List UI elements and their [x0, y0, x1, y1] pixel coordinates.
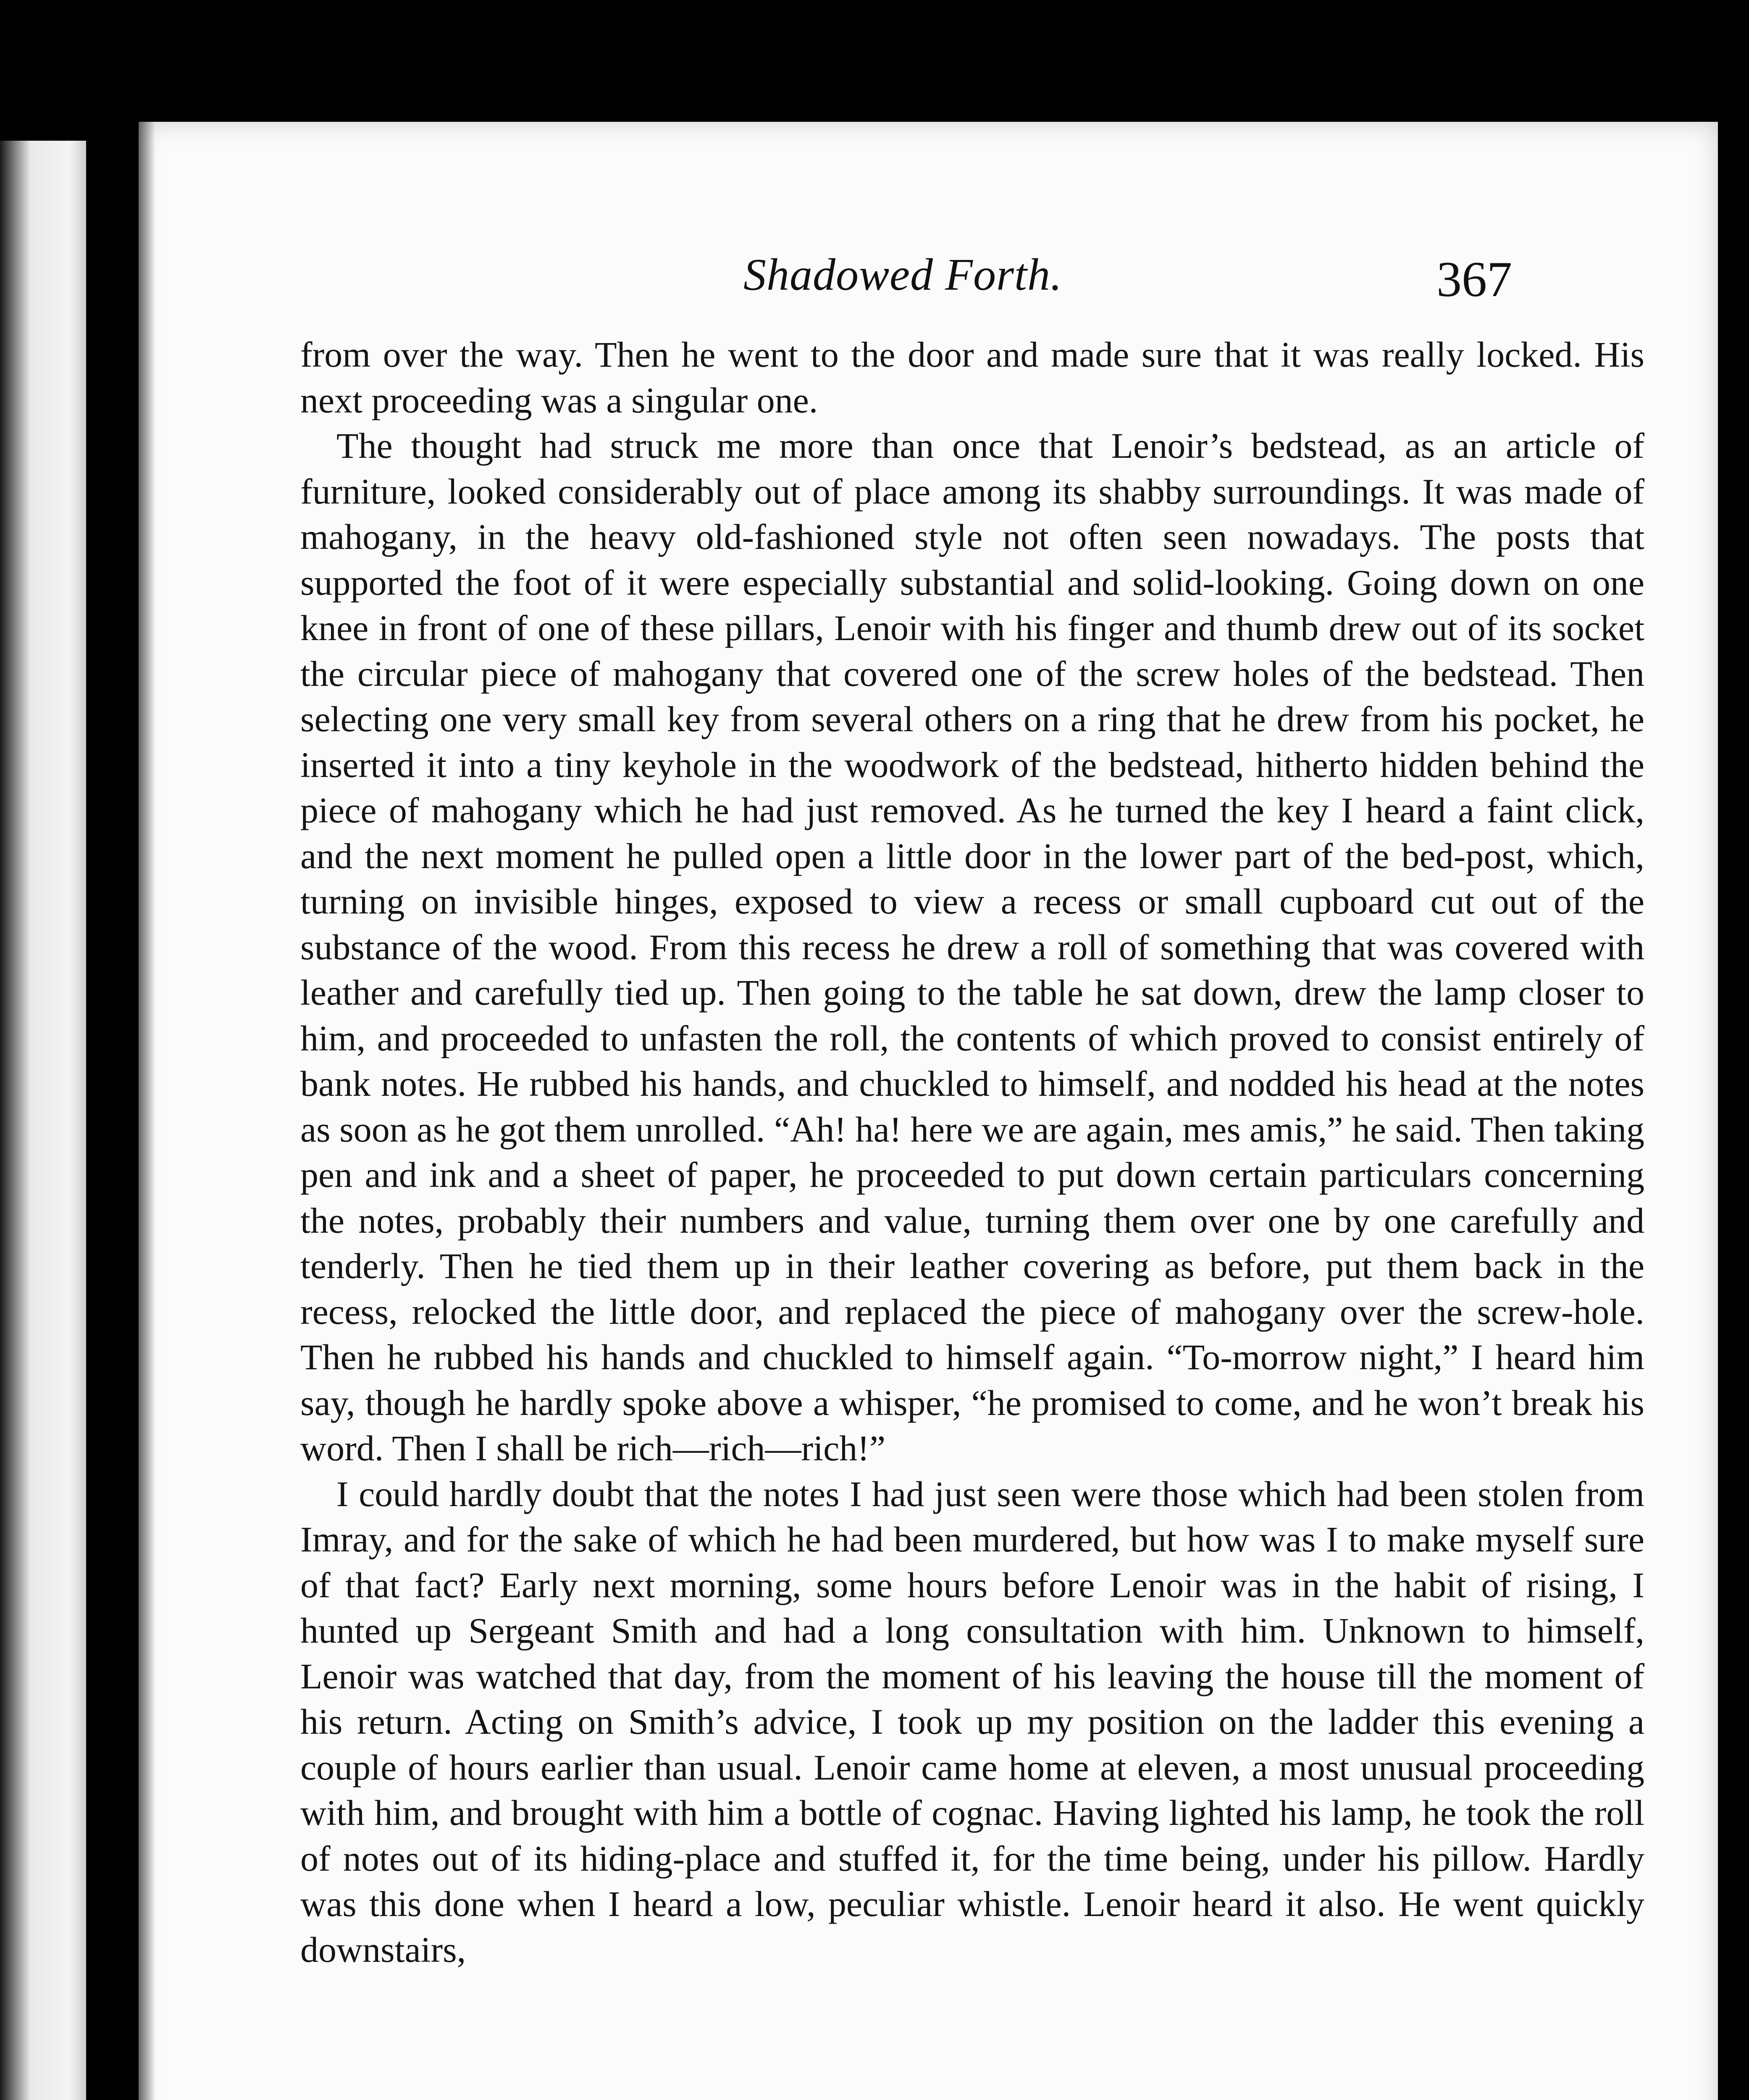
running-head [139, 244, 1718, 307]
book-page [139, 122, 1718, 2100]
page-number: 367 [1436, 251, 1512, 307]
left-page-edge [0, 141, 86, 2100]
page-gutter-shadow [139, 122, 155, 2100]
running-title: Shadowed Forth. [743, 250, 1062, 300]
paragraph-1: from over the way. Then he went to the door and made sure that it was really locked. His next proceeding was a singular one. [300, 334, 1644, 420]
paragraph-3: I could hardly doubt that the notes I had just seen were those which had been stolen from Imray, and for the sake of which he had been murdered, but how was I to make myself sure of that fact? Early next morning, some hours before Lenoir was in the habit of rising, I hunted up Sergeant Smith and had a long consultation with him. Unknown to himself, Lenoir was watched that day, from the moment of his leaving the house till the moment of his return. Acting on Smith’s advice, I took up my position on the ladder this evening a couple of hours earlier than usual. Lenoir came home at eleven, a most unusual proceeding with him, and brought with him a bottle of cognac. Having lighted his lamp, he took the roll of notes out of its hiding-place and stuffed it, for the time being, under his pillow. Hardly was this done when I heard a low, peculiar whistle. Lenoir heard it also. He went quickly downstairs, [300, 1473, 1644, 1970]
body-text [300, 332, 1644, 1972]
paragraph-2: The thought had struck me more than once that Lenoir’s bedstead, as an article of furniture, looked considerably out of place among its shabby surroundings. It was made of mahogany, in the heavy old-fashioned style not often seen nowadays. The posts that supported the foot of it were especially substantial and solid-looking. Going down on one knee in front of one of these pillars, Lenoir with his finger and thumb drew out of its socket the circular piece of mahogany that covered one of the screw holes of the bedstead. Then selecting one very small key from several others on a ring that he drew from his pocket, he inserted it into a tiny keyhole in the woodwork of the bedstead, hitherto hidden behind the piece of mahogany which he had just removed. As he turned the key I heard a faint click, and the next moment he pulled open a little door in the lower part of the bed-post, which, turning on invisible hinges, exposed to view a recess or small cupboard cut out of the substance of the wood. From this recess he drew a roll of something that was covered with leather and carefully tied up. Then going to the table he sat down, drew the lamp closer to him, and proceeded to unfasten the roll, the contents of which proved to consist entirely of bank notes. He rubbed his hands, and chuckled to himself, and nodded his head at the notes as soon as he got them unrolled. “Ah! ha! here we are again, mes amis,” he said. Then taking pen and ink and a sheet of paper, he proceeded to put down certain particulars concerning the notes, probably their numbers and value, turning them over one by one carefully and tenderly. Then he tied them up in their leather covering as before, put them back in the recess, relocked the little door, and replaced the piece of mahogany over the screw-hole. Then he rubbed his hands and chuckled to himself again. “To-morrow night,” I heard him say, though he hardly spoke above a whisper, “he promised to come, and he won’t break his word. Then I shall be rich—rich—rich!” [300, 425, 1644, 1468]
